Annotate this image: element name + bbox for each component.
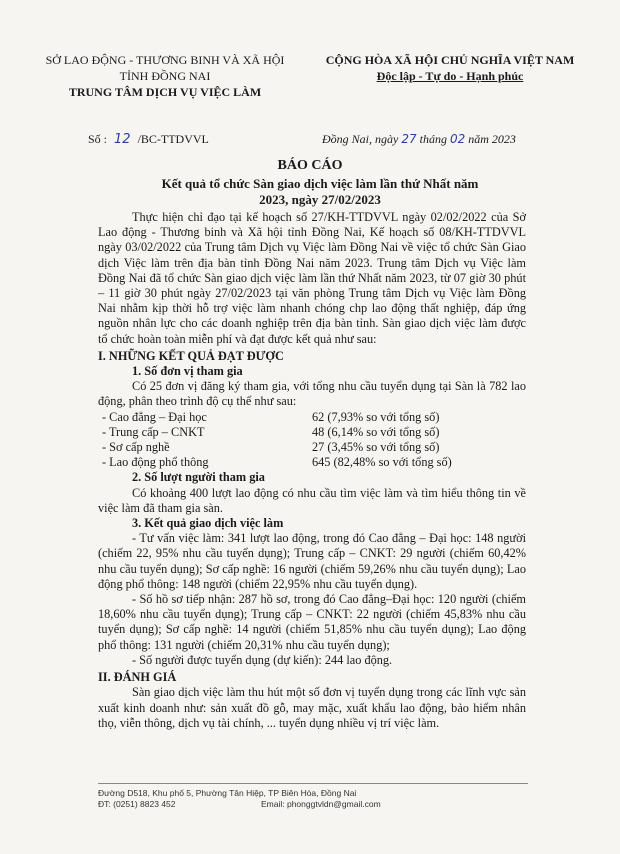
footer-phone: ĐT: (0251) 8823 452 (98, 799, 176, 809)
section-1-3-paragraph-3: - Số người được tuyển dụng (dự kiến): 244 lao động. (132, 652, 393, 667)
report-body (98, 210, 526, 731)
document-number (88, 132, 209, 147)
center-name: TRUNG TÂM DỊCH VỤ VIỆC LÀM (68, 85, 262, 99)
date-month: 02 (449, 132, 466, 146)
section-1-3-heading: 3. Kết quả giao dịch việc làm (132, 516, 284, 531)
section-1-2-heading: 2. Số lượt người tham gia (132, 470, 265, 485)
stat-value: 62 (7,93% so với tổng số) (312, 409, 440, 424)
section-1-2-text: Có khoảng 400 lượt lao động có nhu cầu tìm việc làm và tìm hiểu thông tin về việc làm đã tham gia sàn. (98, 485, 526, 515)
section-1-1-text: Có 25 đơn vị đăng ký tham gia, với tổng nhu cầu tuyển dụng tại Sàn là 782 lao động, phân theo trình độ cụ thể như sau: (98, 379, 526, 409)
stat-value: 48 (6,14% so với tổng số) (312, 424, 440, 439)
stat-value: 27 (3,45% so với tổng số) (312, 440, 440, 455)
section-1-3-paragraph-2: - Số hồ sơ tiếp nhận: 287 hồ sơ, trong đó Cao đẳng–Đại học: 120 người (chiếm 18,60% nhu cầu tuyển dụng); Trung cấp – CNKT: 22 người (chiếm 45,83% nhu cầu tuyển dụng); Sơ cấp nghề: 14 người (chiếm 51,85% nhu cầu tuyển dụng); Lao động phổ thông: 131 người (chiếm 20,31% nhu cầu tuyển dụng); (98, 592, 526, 652)
intro-paragraph: Thực hiện chỉ đạo tại kế hoạch số 27/KH-TTDVVL ngày 02/02/2022 của Sở Lao động - Thương binh và Xã hội tỉnh Đồng Nai, Kế hoạch số 08/KH-TTDVVL ngày 03/02/2022 của Trung tâm Dịch vụ Việc làm Đồng Nai về việc tổ chức Sàn Giao dịch Việc làm trên địa bàn tỉnh Đồng Nai năm 2023. Trung tâm Dịch vụ Việc làm Đồng Nai đã tổ chức Sàn giao dịch việc làm lần thứ Nhất năm 2023, từ 07 giờ 30 phút – 11 giờ 30 phút ngày 27/02/2023 tại văn phòng Trung tâm Dịch vụ Việc làm Đồng Nai nhằm kịp thời hỗ trợ việc làm nhanh chóng chp lao động thất nghiệp, đáp ứng nguồn nhân lực cho các doanh nghiệp trên địa bàn tỉnh. Sàn giao dịch việc làm được tổ chức hoàn toàn miễn phí và đạt được kết quả như sau: (98, 210, 526, 346)
stat-row (98, 440, 526, 455)
province-name: TỈNH ĐỒNG NAI (119, 69, 211, 83)
stat-label: - Trung cấp – CNKT (102, 424, 205, 439)
section-1-heading: I. NHỮNG KẾT QUẢ ĐẠT ĐƯỢC (98, 348, 284, 363)
stat-row (98, 425, 526, 440)
stat-label: - Lao động phổ thông (102, 455, 209, 470)
ministry-name: SỞ LAO ĐỘNG - THƯƠNG BINH VÀ XÃ HỘI (45, 53, 285, 67)
section-1-1-heading: 1. Số đơn vị tham gia (132, 364, 243, 379)
stat-label: - Sơ cấp nghề (102, 440, 170, 455)
stat-row (98, 410, 526, 425)
report-title: BÁO CÁO (277, 158, 343, 173)
document-date (322, 132, 516, 147)
footer-divider (98, 783, 528, 784)
date-prefix: Đồng Nai, ngày (322, 132, 399, 146)
doc-number-handwritten: 12 (114, 132, 131, 147)
agency-header (40, 52, 290, 100)
national-motto: Độc lập - Tự do - Hạnh phúc (376, 69, 524, 83)
date-day: 27 (401, 132, 417, 146)
section-2-heading: II. ĐÁNH GIÁ (98, 670, 177, 685)
doc-number-prefix: Số : (88, 132, 108, 146)
footer-address: Đường D518, Khu phố 5, Phường Tân Hiệp, TP Biên Hòa, Đồng Nai (98, 788, 357, 798)
footer-email: Email: phonggtvldn@gmail.com (261, 799, 381, 809)
stat-label: - Cao đẳng – Đại học (102, 409, 207, 424)
date-year: năm 2023 (468, 132, 516, 146)
doc-number-suffix: /BC-TTDVVL (137, 132, 209, 146)
stat-value: 645 (82,48% so với tổng số) (312, 455, 452, 470)
national-header (305, 52, 595, 84)
section-1-3-paragraph-1: - Tư vấn việc làm: 341 lượt lao động, trong đó Cao đẳng – Đại học: 148 người (chiếm 22, 95% nhu cầu tuyển dụng); Trung cấp – CNKT: 29 người (chiếm 60,42% nhu cầu tuyển dụng); Sơ cấp nghề: 16 người (chiếm 59,26% nhu cầu tuyển dụng); Lao động phổ thông: 148 người (chiếm 22,95% nhu cầu tuyển dụng). (98, 531, 526, 591)
report-subtitle: Kết quả tổ chức Sàn giao dịch việc làm lần thứ Nhất năm 2023, ngày 27/02/2023 (161, 176, 479, 207)
date-month-label: tháng (419, 132, 447, 146)
nation-name: CỘNG HÒA XÃ HỘI CHỦ NGHĨA VIỆT NAM (325, 53, 575, 67)
page-footer (98, 788, 528, 810)
stat-row (98, 455, 526, 470)
section-2-text: Sàn giao dịch việc làm thu hút một số đơn vị tuyển dụng trong các lĩnh vực sản xuất kinh doanh như: sản xuất đồ gỗ, may mặc, xuất khẩu lao động, bảo hiểm nhân thọ, viễn thông, dịch vụ tài chính, ... tuyển dụng nhiều vị trí việc làm. (98, 685, 526, 730)
